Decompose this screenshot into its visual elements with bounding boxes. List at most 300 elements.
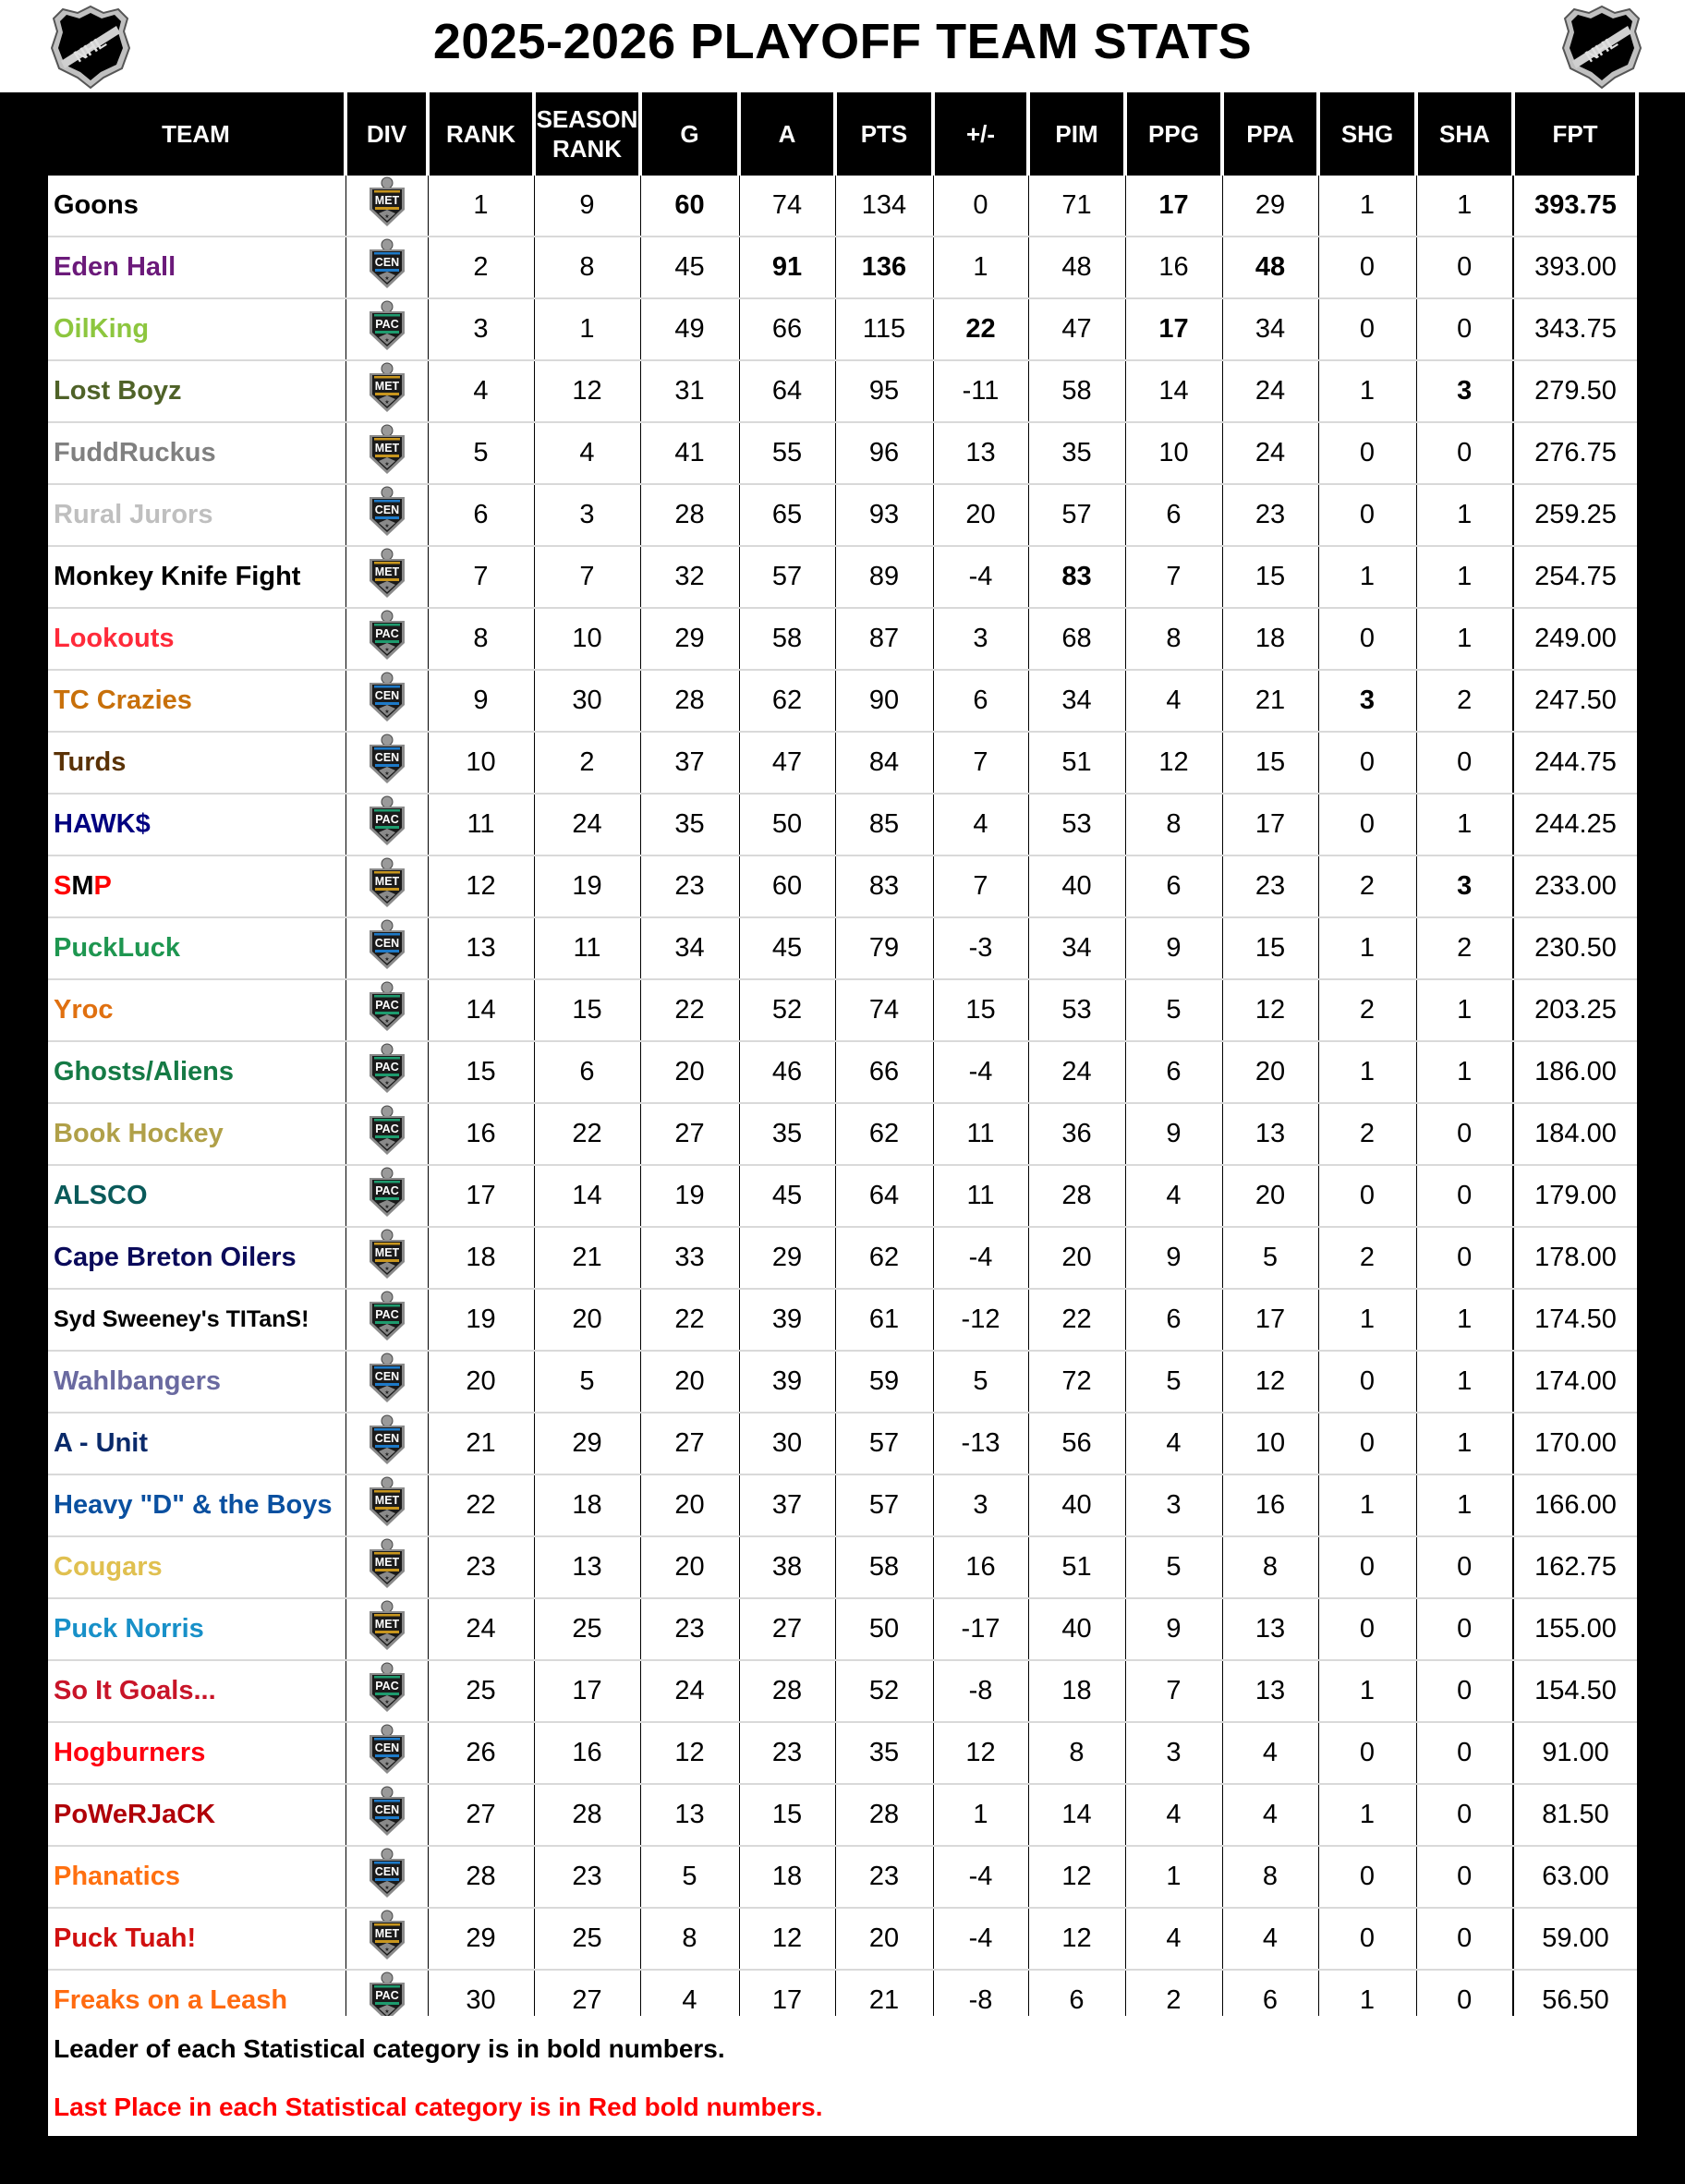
division-cell	[345, 1908, 428, 1970]
svg-text:★: ★	[383, 1328, 390, 1334]
points-cell: 64	[835, 1165, 933, 1227]
met-division-badge-icon	[366, 1476, 408, 1535]
svg-text:★: ★	[383, 1018, 390, 1025]
penalty-minutes-cell: 28	[1028, 1165, 1125, 1227]
division-cell	[345, 1165, 428, 1227]
points-cell: 58	[835, 1536, 933, 1598]
division-cell	[345, 979, 428, 1041]
header-pad	[0, 92, 48, 176]
fantasy-points-cell: 230.50	[1513, 917, 1637, 979]
table-row	[0, 1351, 1685, 1413]
penalty-minutes-cell: 12	[1028, 1908, 1125, 1970]
col-header-plus-minus: +/-	[933, 92, 1028, 176]
row-pad-right	[1637, 176, 1685, 237]
short-handed-assists-cell: 0	[1416, 1908, 1513, 1970]
row-pad-right	[1637, 732, 1685, 794]
power-play-assists-cell: 15	[1222, 546, 1318, 608]
row-pad-left	[0, 546, 48, 608]
goals-cell: 27	[640, 1413, 739, 1474]
division-cell	[345, 1598, 428, 1660]
svg-text:★: ★	[383, 1266, 390, 1272]
short-handed-goals-cell: 1	[1318, 1289, 1416, 1351]
row-pad-right	[1637, 608, 1685, 670]
goals-cell: 23	[640, 855, 739, 917]
svg-text:★: ★	[383, 770, 390, 777]
short-handed-goals-cell: 2	[1318, 979, 1416, 1041]
short-handed-assists-cell: 1	[1416, 1474, 1513, 1536]
short-handed-goals-cell: 0	[1318, 1908, 1416, 1970]
assists-cell: 39	[739, 1289, 835, 1351]
rank-cell: 12	[428, 855, 534, 917]
points-cell: 62	[835, 1227, 933, 1289]
table-row	[0, 1536, 1685, 1598]
power-play-assists-cell: 16	[1222, 1474, 1318, 1536]
season-rank-cell: 7	[534, 546, 640, 608]
fantasy-points-cell: 59.00	[1513, 1908, 1637, 1970]
goals-cell: 24	[640, 1660, 739, 1722]
team-name-part: M	[71, 871, 94, 901]
row-pad-left	[0, 237, 48, 298]
team-name: Freaks on a Leash	[48, 1970, 345, 2032]
team-name: So It Goals...	[48, 1660, 345, 1722]
table-row	[0, 1660, 1685, 1722]
goals-cell: 37	[640, 732, 739, 794]
pac-division-badge-icon	[366, 1291, 408, 1350]
fantasy-points-cell: 174.00	[1513, 1351, 1637, 1413]
plus-minus-cell: 7	[933, 732, 1028, 794]
short-handed-assists-cell: 0	[1416, 732, 1513, 794]
short-handed-goals-cell: 0	[1318, 608, 1416, 670]
col-header-div: DIV	[345, 92, 428, 176]
svg-text:★: ★	[383, 1080, 390, 1086]
col-header-ppg: PPG	[1125, 92, 1222, 176]
team-name: Monkey Knife Fight	[48, 546, 345, 608]
power-play-assists-cell: 5	[1222, 1227, 1318, 1289]
table-row	[0, 1227, 1685, 1289]
rank-cell: 25	[428, 1660, 534, 1722]
short-handed-assists-cell: 1	[1416, 1413, 1513, 1474]
team-name: Cougars	[48, 1536, 345, 1598]
division-cell	[345, 1227, 428, 1289]
svg-text:★: ★	[383, 1389, 390, 1396]
goals-cell: 13	[640, 1784, 739, 1846]
row-pad-left	[0, 1103, 48, 1165]
power-play-assists-cell: 48	[1222, 237, 1318, 298]
rank-cell: 8	[428, 608, 534, 670]
svg-text:★: ★	[383, 1637, 390, 1644]
met-division-badge-icon	[366, 362, 408, 421]
short-handed-assists-cell: 1	[1416, 484, 1513, 546]
row-pad-left	[0, 1351, 48, 1413]
short-handed-goals-cell: 2	[1318, 1103, 1416, 1165]
points-cell: 84	[835, 732, 933, 794]
power-play-assists-cell: 4	[1222, 1784, 1318, 1846]
row-pad-left	[0, 917, 48, 979]
legend-last-place-note: Last Place in each Statistical category is in Red bold numbers.	[54, 2093, 823, 2121]
row-pad-right	[1637, 1598, 1685, 1660]
rank-cell: 30	[428, 1970, 534, 2032]
svg-text:CEN: CEN	[374, 1864, 399, 1878]
season-rank-cell: 12	[534, 360, 640, 422]
fantasy-points-cell: 276.75	[1513, 422, 1637, 484]
rank-cell: 10	[428, 732, 534, 794]
cen-division-badge-icon	[366, 1724, 408, 1783]
short-handed-assists-cell: 3	[1416, 855, 1513, 917]
rank-cell: 19	[428, 1289, 534, 1351]
power-play-goals-cell: 14	[1125, 360, 1222, 422]
rank-cell: 20	[428, 1351, 534, 1413]
penalty-minutes-cell: 40	[1028, 1598, 1125, 1660]
table-row	[0, 1598, 1685, 1660]
power-play-goals-cell: 9	[1125, 1103, 1222, 1165]
row-pad-left	[0, 794, 48, 855]
short-handed-goals-cell: 1	[1318, 176, 1416, 237]
fantasy-points-cell: 259.25	[1513, 484, 1637, 546]
power-play-goals-cell: 6	[1125, 484, 1222, 546]
goals-cell: 31	[640, 360, 739, 422]
points-cell: 57	[835, 1474, 933, 1536]
season-rank-cell: 6	[534, 1041, 640, 1103]
fantasy-points-cell: 91.00	[1513, 1722, 1637, 1784]
goals-cell: 22	[640, 979, 739, 1041]
power-play-goals-cell: 10	[1125, 422, 1222, 484]
rank-cell: 18	[428, 1227, 534, 1289]
plus-minus-cell: 15	[933, 979, 1028, 1041]
short-handed-assists-cell: 1	[1416, 608, 1513, 670]
points-cell: 83	[835, 855, 933, 917]
short-handed-assists-cell: 0	[1416, 1722, 1513, 1784]
row-pad-right	[1637, 1351, 1685, 1413]
season-rank-cell: 16	[534, 1722, 640, 1784]
short-handed-goals-cell: 0	[1318, 1598, 1416, 1660]
svg-text:CEN: CEN	[374, 750, 399, 764]
row-pad-left	[0, 1289, 48, 1351]
penalty-minutes-cell: 51	[1028, 732, 1125, 794]
rank-cell: 26	[428, 1722, 534, 1784]
row-pad-left	[0, 1722, 48, 1784]
assists-cell: 66	[739, 298, 835, 360]
row-pad-left	[0, 1227, 48, 1289]
power-play-goals-cell: 7	[1125, 546, 1222, 608]
fantasy-points-cell: 63.00	[1513, 1846, 1637, 1908]
penalty-minutes-cell: 58	[1028, 360, 1125, 422]
svg-text:PAC: PAC	[374, 1988, 399, 2002]
short-handed-assists-cell: 2	[1416, 670, 1513, 732]
short-handed-goals-cell: 0	[1318, 794, 1416, 855]
fantasy-points-cell: 174.50	[1513, 1289, 1637, 1351]
power-play-goals-cell: 9	[1125, 917, 1222, 979]
season-rank-cell: 21	[534, 1227, 640, 1289]
penalty-minutes-cell: 57	[1028, 484, 1125, 546]
plus-minus-cell: 5	[933, 1351, 1028, 1413]
table-row	[0, 1846, 1685, 1908]
col-header-season-rank-line1: SEASON	[536, 105, 638, 133]
short-handed-goals-cell: 0	[1318, 1846, 1416, 1908]
svg-text:CEN: CEN	[374, 255, 399, 269]
power-play-assists-cell: 12	[1222, 979, 1318, 1041]
goals-cell: 20	[640, 1041, 739, 1103]
team-name: PoWeRJaCK	[48, 1784, 345, 1846]
short-handed-assists-cell: 0	[1416, 1227, 1513, 1289]
rank-cell: 3	[428, 298, 534, 360]
points-cell: 20	[835, 1908, 933, 1970]
row-pad-right	[1637, 1660, 1685, 1722]
season-rank-cell: 28	[534, 1784, 640, 1846]
pac-division-badge-icon	[366, 1105, 408, 1164]
season-rank-cell: 17	[534, 1660, 640, 1722]
row-pad-left	[0, 670, 48, 732]
fantasy-points-cell: 184.00	[1513, 1103, 1637, 1165]
assists-cell: 15	[739, 1784, 835, 1846]
fantasy-points-cell: 154.50	[1513, 1660, 1637, 1722]
short-handed-assists-cell: 0	[1416, 1784, 1513, 1846]
points-cell: 50	[835, 1598, 933, 1660]
rank-cell: 5	[428, 422, 534, 484]
plus-minus-cell: 0	[933, 176, 1028, 237]
fantasy-points-cell: 162.75	[1513, 1536, 1637, 1598]
svg-text:PAC: PAC	[374, 317, 399, 331]
goals-cell: 19	[640, 1165, 739, 1227]
fantasy-points-cell: 249.00	[1513, 608, 1637, 670]
team-name: Yroc	[48, 979, 345, 1041]
power-play-assists-cell: 10	[1222, 1413, 1318, 1474]
table-row	[0, 1103, 1685, 1165]
points-cell: 62	[835, 1103, 933, 1165]
plus-minus-cell: 13	[933, 422, 1028, 484]
svg-text:PAC: PAC	[374, 1183, 399, 1197]
plus-minus-cell: -8	[933, 1970, 1028, 2032]
division-cell	[345, 670, 428, 732]
division-cell	[345, 1413, 428, 1474]
assists-cell: 39	[739, 1351, 835, 1413]
power-play-assists-cell: 18	[1222, 608, 1318, 670]
svg-text:★: ★	[383, 1947, 390, 1953]
fantasy-points-cell: 247.50	[1513, 670, 1637, 732]
rank-cell: 27	[428, 1784, 534, 1846]
cen-division-badge-icon	[366, 486, 408, 545]
penalty-minutes-cell: 53	[1028, 979, 1125, 1041]
cen-division-badge-icon	[366, 1414, 408, 1474]
power-play-assists-cell: 29	[1222, 176, 1318, 237]
assists-cell: 47	[739, 732, 835, 794]
division-cell	[345, 855, 428, 917]
power-play-goals-cell: 1	[1125, 1846, 1222, 1908]
svg-text:★: ★	[383, 956, 390, 963]
row-pad-right	[1637, 1784, 1685, 1846]
power-play-goals-cell: 16	[1125, 237, 1222, 298]
power-play-assists-cell: 8	[1222, 1846, 1318, 1908]
table-row	[0, 360, 1685, 422]
division-cell	[345, 794, 428, 855]
assists-cell: 45	[739, 1165, 835, 1227]
row-pad-left	[0, 1846, 48, 1908]
short-handed-goals-cell: 1	[1318, 1784, 1416, 1846]
plus-minus-cell: -3	[933, 917, 1028, 979]
svg-text:★: ★	[383, 1451, 390, 1458]
assists-cell: 57	[739, 546, 835, 608]
row-pad-right	[1637, 1413, 1685, 1474]
season-rank-cell: 19	[534, 855, 640, 917]
assists-cell: 23	[739, 1722, 835, 1784]
cen-division-badge-icon	[366, 672, 408, 731]
short-handed-goals-cell: 0	[1318, 237, 1416, 298]
points-cell: 74	[835, 979, 933, 1041]
power-play-goals-cell: 6	[1125, 1289, 1222, 1351]
svg-text:CEN: CEN	[374, 936, 399, 950]
short-handed-goals-cell: 0	[1318, 1536, 1416, 1598]
team-name-part: S	[54, 871, 72, 901]
row-pad-right	[1637, 1103, 1685, 1165]
table-row	[0, 794, 1685, 855]
season-rank-cell: 2	[534, 732, 640, 794]
row-pad-right	[1637, 1474, 1685, 1536]
table-row	[0, 1908, 1685, 1970]
points-cell: 35	[835, 1722, 933, 1784]
row-pad-right	[1637, 1536, 1685, 1598]
svg-text:MET: MET	[374, 1926, 399, 1940]
row-pad-left	[0, 484, 48, 546]
svg-text:CEN: CEN	[374, 503, 399, 516]
fantasy-points-cell: 81.50	[1513, 1784, 1637, 1846]
goals-cell: 5	[640, 1846, 739, 1908]
power-play-goals-cell: 12	[1125, 732, 1222, 794]
row-pad-left	[0, 1413, 48, 1474]
division-cell	[345, 360, 428, 422]
nhl-logo-icon	[1559, 4, 1644, 91]
table-row	[0, 1784, 1685, 1846]
rank-cell: 2	[428, 237, 534, 298]
points-cell: 93	[835, 484, 933, 546]
team-name: Eden Hall	[48, 237, 345, 298]
season-rank-cell: 30	[534, 670, 640, 732]
points-cell: 59	[835, 1351, 933, 1413]
team-name: Book Hockey	[48, 1103, 345, 1165]
row-pad-right	[1637, 855, 1685, 917]
table-row	[0, 1041, 1685, 1103]
season-rank-cell: 23	[534, 1846, 640, 1908]
svg-text:NHL: NHL	[70, 31, 110, 67]
svg-text:MET: MET	[374, 1245, 399, 1259]
season-rank-cell: 5	[534, 1351, 640, 1413]
short-handed-assists-cell: 1	[1416, 794, 1513, 855]
assists-cell: 30	[739, 1413, 835, 1474]
season-rank-cell: 25	[534, 1598, 640, 1660]
power-play-assists-cell: 20	[1222, 1165, 1318, 1227]
assists-cell: 62	[739, 670, 835, 732]
power-play-assists-cell: 13	[1222, 1660, 1318, 1722]
goals-cell: 35	[640, 794, 739, 855]
svg-text:★: ★	[383, 709, 390, 715]
points-cell: 28	[835, 1784, 933, 1846]
goals-cell: 45	[640, 237, 739, 298]
fantasy-points-cell: 244.25	[1513, 794, 1637, 855]
fantasy-points-cell: 244.75	[1513, 732, 1637, 794]
team-name: OilKing	[48, 298, 345, 360]
power-play-assists-cell: 4	[1222, 1908, 1318, 1970]
svg-text:★: ★	[383, 1761, 390, 1767]
power-play-goals-cell: 8	[1125, 794, 1222, 855]
penalty-minutes-cell: 24	[1028, 1041, 1125, 1103]
short-handed-goals-cell: 1	[1318, 1474, 1416, 1536]
short-handed-goals-cell: 0	[1318, 298, 1416, 360]
row-pad-right	[1637, 1165, 1685, 1227]
svg-text:PAC: PAC	[374, 1307, 399, 1321]
division-cell	[345, 1536, 428, 1598]
svg-text:★: ★	[383, 1575, 390, 1582]
svg-text:CEN: CEN	[374, 1431, 399, 1445]
rank-cell: 4	[428, 360, 534, 422]
goals-cell: 20	[640, 1536, 739, 1598]
short-handed-assists-cell: 1	[1416, 176, 1513, 237]
penalty-minutes-cell: 83	[1028, 546, 1125, 608]
fantasy-points-cell: 186.00	[1513, 1041, 1637, 1103]
table-row	[0, 1165, 1685, 1227]
svg-text:MET: MET	[374, 564, 399, 578]
division-cell	[345, 608, 428, 670]
season-rank-cell: 8	[534, 237, 640, 298]
power-play-assists-cell: 24	[1222, 360, 1318, 422]
assists-cell: 46	[739, 1041, 835, 1103]
team-name: HAWK$	[48, 794, 345, 855]
table-row	[0, 1722, 1685, 1784]
rank-cell: 13	[428, 917, 534, 979]
plus-minus-cell: 1	[933, 237, 1028, 298]
svg-text:★: ★	[383, 1513, 390, 1520]
cen-division-badge-icon	[366, 734, 408, 793]
row-pad-left	[0, 1536, 48, 1598]
points-cell: 87	[835, 608, 933, 670]
short-handed-assists-cell: 0	[1416, 298, 1513, 360]
plus-minus-cell: 3	[933, 608, 1028, 670]
svg-text:PAC: PAC	[374, 626, 399, 640]
rank-cell: 24	[428, 1598, 534, 1660]
assists-cell: 35	[739, 1103, 835, 1165]
table-body	[0, 176, 1685, 2032]
plus-minus-cell: 6	[933, 670, 1028, 732]
assists-cell: 64	[739, 360, 835, 422]
row-pad-left	[0, 1598, 48, 1660]
row-pad-left	[0, 1908, 48, 1970]
svg-text:★: ★	[383, 2008, 390, 2015]
division-cell	[345, 1289, 428, 1351]
plus-minus-cell: 4	[933, 794, 1028, 855]
short-handed-goals-cell: 0	[1318, 732, 1416, 794]
svg-text:★: ★	[383, 1885, 390, 1891]
goals-cell: 28	[640, 484, 739, 546]
col-header-g: G	[640, 92, 739, 176]
row-pad-right	[1637, 1970, 1685, 2032]
met-division-badge-icon	[366, 548, 408, 607]
division-cell	[345, 1784, 428, 1846]
svg-text:PAC: PAC	[374, 812, 399, 826]
power-play-assists-cell: 15	[1222, 732, 1318, 794]
table-row	[0, 1289, 1685, 1351]
met-division-badge-icon	[366, 1600, 408, 1659]
cen-division-badge-icon	[366, 1353, 408, 1412]
svg-text:★: ★	[383, 647, 390, 653]
fantasy-points-cell: 155.00	[1513, 1598, 1637, 1660]
row-pad-right	[1637, 1227, 1685, 1289]
rank-cell: 15	[428, 1041, 534, 1103]
rank-cell: 6	[428, 484, 534, 546]
season-rank-cell: 27	[534, 1970, 640, 2032]
goals-cell: 27	[640, 1103, 739, 1165]
plus-minus-cell: -11	[933, 360, 1028, 422]
row-pad-left	[0, 1474, 48, 1536]
division-cell	[345, 298, 428, 360]
team-name: Phanatics	[48, 1846, 345, 1908]
short-handed-goals-cell: 0	[1318, 422, 1416, 484]
